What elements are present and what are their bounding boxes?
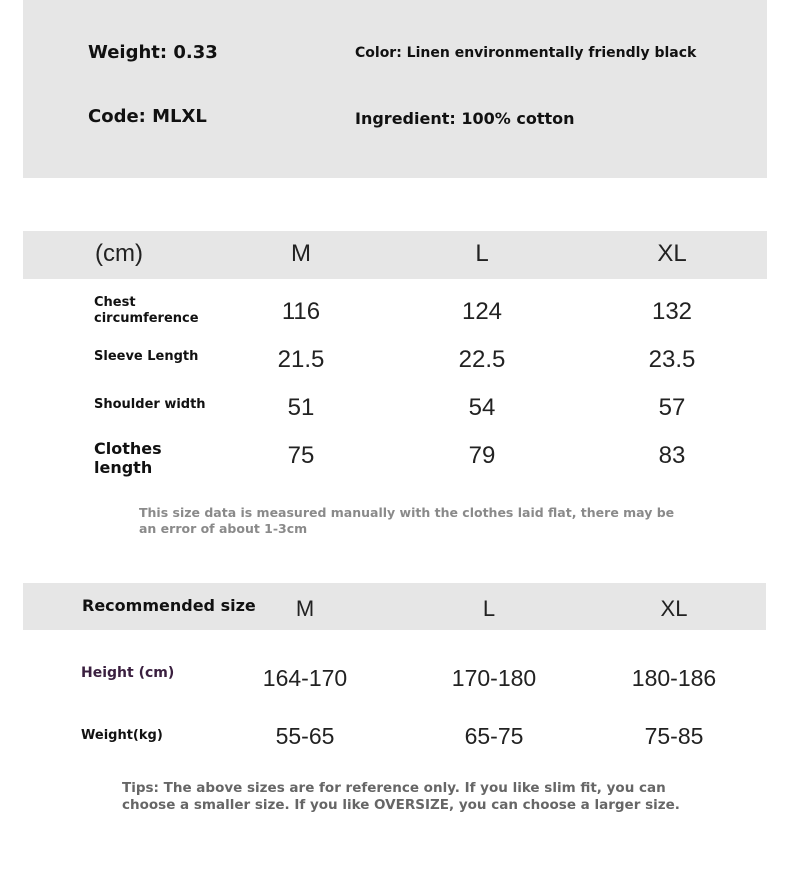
sleeve-l: 22.5 bbox=[458, 346, 506, 373]
ingredient-info: Ingredient: 100% cotton bbox=[355, 109, 575, 128]
rec-header-l: L bbox=[482, 596, 496, 621]
shoulder-xl: 57 bbox=[658, 394, 686, 421]
rec-header-xl: XL bbox=[660, 596, 688, 621]
code-info: Code: MLXL bbox=[88, 106, 207, 127]
weight-xl: 75-85 bbox=[644, 723, 704, 749]
size-header-l: L bbox=[475, 240, 489, 267]
row-label-length: Clothes length bbox=[94, 439, 162, 477]
color-info: Color: Linen environmentally friendly black bbox=[355, 45, 697, 61]
row-label-height: Height (cm) bbox=[81, 665, 175, 681]
shoulder-m: 51 bbox=[287, 394, 315, 421]
chest-l: 124 bbox=[461, 298, 503, 325]
row-label-chest: Chest circumference bbox=[94, 295, 199, 326]
sleeve-m: 21.5 bbox=[277, 346, 325, 373]
length-m: 75 bbox=[287, 442, 315, 469]
shoulder-l: 54 bbox=[468, 394, 496, 421]
row-label-weight: Weight(kg) bbox=[81, 728, 163, 743]
size-header-xl: XL bbox=[657, 240, 687, 267]
height-xl: 180-186 bbox=[631, 665, 717, 691]
weight-l: 65-75 bbox=[464, 723, 524, 749]
recommended-size-title: Recommended size bbox=[82, 596, 256, 615]
length-l: 79 bbox=[468, 442, 496, 469]
length-xl: 83 bbox=[658, 442, 686, 469]
measurement-note: This size data is measured manually with the clothes laid flat, there may be an error of about 1-3cm bbox=[139, 505, 675, 536]
weight-info: Weight: 0.33 bbox=[88, 42, 218, 63]
row-label-shoulder: Shoulder width bbox=[94, 397, 206, 412]
chest-xl: 132 bbox=[651, 298, 693, 325]
size-header-m: M bbox=[291, 240, 311, 267]
sleeve-xl: 23.5 bbox=[648, 346, 696, 373]
weight-m: 55-65 bbox=[275, 723, 335, 749]
unit-header: (cm) bbox=[95, 240, 143, 267]
height-m: 164-170 bbox=[262, 665, 348, 691]
row-label-sleeve: Sleeve Length bbox=[94, 349, 199, 364]
size-tips: Tips: The above sizes are for reference only. If you like slim fit, you can choose a smaller size. If you like OVERSIZE, you can choose a larger size. bbox=[122, 780, 680, 813]
height-l: 170-180 bbox=[451, 665, 537, 691]
product-info-panel bbox=[23, 0, 767, 178]
chest-m: 116 bbox=[281, 298, 321, 325]
rec-header-m: M bbox=[295, 596, 315, 621]
